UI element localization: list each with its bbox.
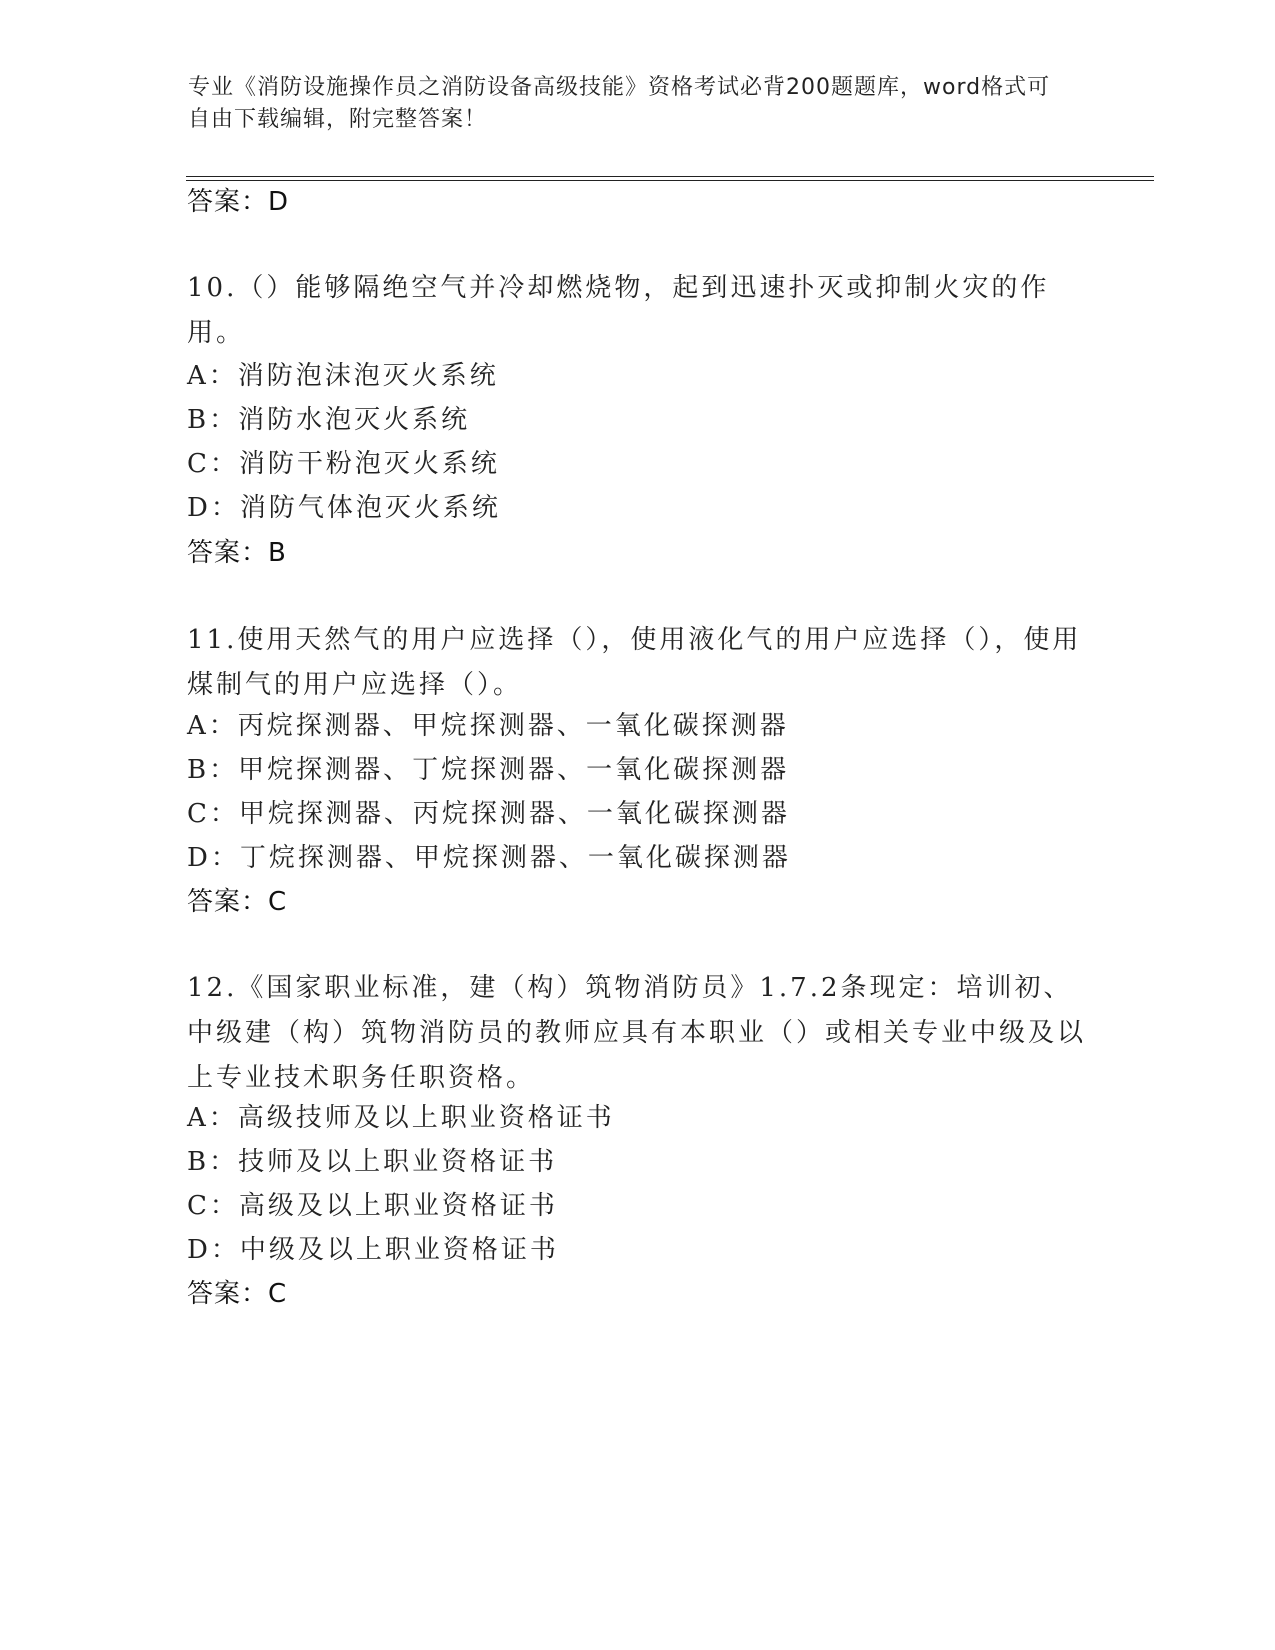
question-12-option-c: C：高级及以上职业资格证书	[187, 1191, 558, 1221]
answer-9: 答案：D	[187, 187, 290, 217]
question-11-option-a: A：丙烷探测器、甲烷探测器、一氧化碳探测器	[187, 711, 789, 741]
question-11-option-c: C：甲烷探测器、丙烷探测器、一氧化碳探测器	[187, 799, 790, 829]
question-11-option-d: D：丁烷探测器、甲烷探测器、一氧化碳探测器	[187, 843, 791, 873]
question-12-option-d: D：中级及以上职业资格证书	[187, 1235, 559, 1265]
question-12-option-b: B：技师及以上职业资格证书	[187, 1147, 558, 1177]
question-10-text: 10.（）能够隔绝空气并冷却燃烧物，起到迅速扑灭或抑制火灾的作用。	[187, 273, 1050, 348]
question-10-option-b: B：消防水泡灭火系统	[187, 405, 471, 435]
answer-12: 答案：C	[187, 1279, 288, 1309]
question-12-option-a: A：高级技师及以上职业资格证书	[187, 1103, 615, 1133]
question-11-option-b: B：甲烷探测器、丁烷探测器、一氧化碳探测器	[187, 755, 790, 785]
question-10-option-c: C：消防干粉泡灭火系统	[187, 449, 500, 479]
header-divider-top	[186, 176, 1154, 177]
question-10-option-d: D：消防气体泡灭火系统	[187, 493, 501, 523]
header-divider-bottom	[186, 180, 1154, 181]
document-header: 专业《消防设施操作员之消防设备高级技能》资格考试必背200题题库，word格式可自由下载编辑，附完整答案！	[188, 75, 1051, 132]
question-10-option-a: A：消防泡沫泡灭火系统	[187, 361, 499, 391]
answer-11: 答案：C	[187, 887, 288, 917]
question-11-text: 11.使用天然气的用户应选择（），使用液化气的用户应选择（），使用煤制气的用户应选择（）。	[187, 625, 1082, 700]
answer-10: 答案：B	[187, 538, 287, 568]
question-12-text: 12.《国家职业标准，建（构）筑物消防员》1.7.2条现定：培训初、中级建（构）筑物消防员的教师应具有本职业（）或相关专业中级及以上专业技术职务任职资格。	[187, 973, 1087, 1093]
